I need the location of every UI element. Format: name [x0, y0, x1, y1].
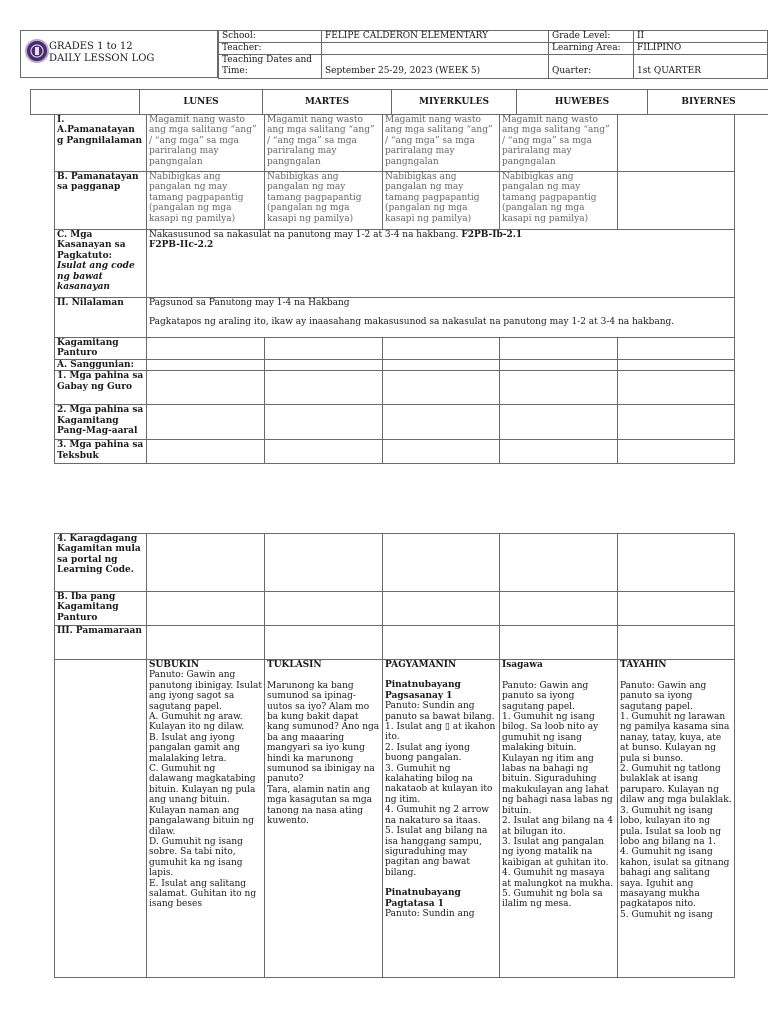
nilalaman-line-2: Pagkatapos ng araling ito, ikaw ay inaasahang makasusunod sa nakasulat na panutong may 1-2 at 3-4 na hakbang.: [149, 317, 675, 328]
row-a-cell-martes: Magamit nang wasto ang mga salitang “ang” / “ang mga” sa mga pariralang may pangngalan: [265, 115, 383, 172]
kagamitan-cell-5: [618, 338, 735, 360]
dates-label: Teaching Dates and Time:: [219, 55, 322, 79]
row-kasanayan-label: C. Mga Kasanayan sa Pagkatuto:: [57, 230, 126, 261]
row-a-cell-miyerkules: Magamit nang wasto ang mga salitang “ang” / “ang mga” sa mga pariralang may pangngalan: [383, 115, 500, 172]
karagdagan-cell-1: [147, 534, 265, 592]
pagyamanin-title: PAGYAMANIN: [385, 660, 457, 670]
karagdagan-cell-5: [618, 534, 735, 592]
kagamitang-mag-aaral-label: 2. Mga pahina sa Kagamitang Pang-Mag-aaral: [55, 405, 147, 440]
row-kasanayan-sub: Isulat ang code ng bawat kasanayan: [57, 261, 135, 293]
tuklasin-body: Marunong ka bang sumunod sa ipinag-uutos sa iyo? Alam mo ba kung bakit dapat kang sumunod? Ano nga ba ang maaaring mangyari sa iyo kung hindi ka marunong sumunod sa ibinigay na panuto? Tara, alamin natin ang mga kasagutan sa mga tanong na nasa ating kuwento.: [267, 680, 380, 827]
row-pamanatayan-label: I. A.Pamanatayan g Pangnilalaman: [55, 115, 147, 172]
iba-pa-cell-4: [500, 592, 618, 626]
pamamaraan-cell-2: [265, 626, 383, 660]
lesson-table-page1: [54, 114, 735, 464]
col-pagyamanin: [383, 660, 500, 978]
kasanayan-text: Nakasusunod sa nakasulat na panutong may 1-2 at 3-4 na hakbang.: [149, 230, 459, 240]
pamamaraan-cell-4: [500, 626, 618, 660]
iba-pa-cell-3: [383, 592, 500, 626]
mag-aaral-cell-4: [500, 405, 618, 440]
nilalaman-label: II. Nilalaman: [55, 298, 147, 338]
kasanayan-code-1: F2PB-Ib-2.1: [461, 230, 523, 240]
subukin-title: SUBUKIN: [149, 660, 200, 670]
sanggunian-cell-1: [147, 360, 265, 371]
row-b-cell-huwebes: Nabibigkas ang pangalan ng may tamang pagpapantig (pangalan ng mga kasapi ng pamilya): [500, 172, 618, 230]
teacher-value: [322, 43, 549, 55]
isagawa-title: Isagawa: [502, 660, 543, 670]
mag-aaral-cell-2: [265, 405, 383, 440]
kagamitan-cell-1: [147, 338, 265, 360]
header-info-table: [218, 30, 768, 79]
karagdagan-label: 4. Karagdagang Kagamitan mula sa portal ng Learning Code.: [55, 534, 147, 592]
col-isagawa: [500, 660, 618, 978]
col-tuklasin: [265, 660, 383, 978]
sanggunian-label: A. Sanggunian:: [55, 360, 147, 371]
grades-label: GRADES 1 to 12: [49, 41, 133, 52]
pagyamanin-sub2: Pinatnubayang Pagtatasa 1: [385, 888, 461, 909]
school-value: FELIPE CALDERON ELEMENTARY: [322, 31, 549, 43]
sanggunian-cell-4: [500, 360, 618, 371]
sanggunian-cell-3: [383, 360, 500, 371]
deped-seal-icon: [25, 39, 49, 63]
days-blank: [31, 90, 140, 115]
row-b-cell-miyerkules: Nabibigkas ang pangalan ng may tamang pagpapantig (pangalan ng mga kasapi ng pamilya): [383, 172, 500, 230]
sanggunian-cell-2: [265, 360, 383, 371]
tuklasin-title: TUKLASIN: [267, 660, 322, 670]
subukin-body: Panuto: Gawin ang panutong ibinigay. Isulat ang iyong sagot sa sagutang papel. A. Gumuhit ng araw. Kulayan ito ng dilaw. B. Isulat ang iyong pangalan gamit ang malalaking letra. C. Gumuhit ng dalawang magkatabing bituin. Kulayan ng pula ang unang bituin. Kulayan naman ang pangalawang bituin ng dilaw. D. Gumuhit ng isang sobre. Sa tabi nito, gumuhit ka ng isang lapis. E. Isulat ang salitang salamat. Guhitan ito ng isang beses: [149, 670, 262, 910]
sanggunian-cell-5: [618, 360, 735, 371]
nilalaman-line-1: Pagsunod sa Panutong may 1-4 na Hakbang: [149, 298, 350, 308]
header-logo-box: [20, 30, 218, 78]
grade-label: Grade Level:: [549, 31, 634, 43]
kasanayan-code-2: F2PB-IIc-2.2: [149, 240, 214, 251]
iba-pa-cell-5: [618, 592, 735, 626]
pamamaraan-label: III. Pamamaraan: [55, 626, 147, 660]
gabay-cell-2: [265, 371, 383, 405]
row-pagganap-label: B. Pamanatayan sa pagganap: [55, 172, 147, 230]
col-subukin: [147, 660, 265, 978]
karagdagan-cell-3: [383, 534, 500, 592]
pamamaraan-cell-3: [383, 626, 500, 660]
pagyamanin-body: Panuto: Sundin ang panuto sa bawat bilang. 1. Isulat ang ▯ at ikahon ito. 2. Isulat ang iyong buong pangalan. 3. Gumuhit ng kalahating bilog na nakataob at kulayan ito ng itim. 4. Gumuhit ng 2 arrow na nakaturo sa itaas. 5. Isulat ang bilang na isa hanggang sampu, siguraduhing may pagitan ang bawat bilang.: [385, 701, 496, 878]
area-label: Learning Area:: [549, 43, 634, 55]
day-huwebes: HUWEBES: [517, 90, 648, 115]
gabay-cell-5: [618, 371, 735, 405]
pamamaraan-cell-1: [147, 626, 265, 660]
row-a-cell-huwebes: Magamit nang wasto ang mga salitang “ang” / “ang mga” sa mga pariralang may pangngalan: [500, 115, 618, 172]
nilalaman-content: [147, 298, 735, 338]
row-kasanayan-label-cell: [55, 230, 147, 298]
gabay-cell-3: [383, 371, 500, 405]
gabay-label: 1. Mga pahina sa Gabay ng Guro: [55, 371, 147, 405]
row-b-cell-lunes: Nabibigkas ang pangalan ng may tamang pagpapantig (pangalan ng mga kasapi ng pamilya): [147, 172, 265, 230]
row-a-cell-biyernes: [618, 115, 735, 172]
teksbuk-cell-3: [383, 440, 500, 464]
teacher-label: Teacher:: [219, 43, 322, 55]
mag-aaral-cell-3: [383, 405, 500, 440]
gabay-cell-4: [500, 371, 618, 405]
row-b-cell-martes: Nabibigkas ang pangalan ng may tamang pagpapantig (pangalan ng mga kasapi ng pamilya): [265, 172, 383, 230]
day-martes: MARTES: [263, 90, 392, 115]
teksbuk-label: 3. Mga pahina sa Teksbuk: [55, 440, 147, 464]
quarter-value: 1st QUARTER: [634, 55, 768, 79]
karagdagan-cell-4: [500, 534, 618, 592]
kagamitan-cell-3: [383, 338, 500, 360]
isagawa-body: Panuto: Gawin ang panuto sa iyong sagutang papel. 1. Gumuhit ng isang bilog. Sa loob nito ay gumuhit ng isang malaking bituin. Kulayan ng itim ang labas na bahagi ng bituin. Siguraduhing makukulayan ang lahat ng bahagi nasa labas ng bituin. 2. Isulat ang bilang na 4 at bilugan ito. 3. Isulat ang pangalan ng iyong matalik na kaibigan at guhitan ito. 4. Gumuhit ng masaya at malungkot na mukha. 5. Gumuhit ng bola sa ilalim ng mesa.: [502, 680, 614, 910]
row-a-cell-lunes: Magamit nang wasto ang mga salitang “ang” / “ang mga” sa mga pariralang may pangngalan: [147, 115, 265, 172]
day-lunes: LUNES: [140, 90, 263, 115]
kagamitan-label: Kagamitang Panturo: [55, 338, 147, 360]
kagamitan-cell-2: [265, 338, 383, 360]
gabay-cell-1: [147, 371, 265, 405]
teksbuk-cell-1: [147, 440, 265, 464]
row-kasanayan-content: [147, 230, 735, 298]
iba-pa-cell-2: [265, 592, 383, 626]
mag-aaral-cell-5: [618, 405, 735, 440]
row-b-cell-biyernes: [618, 172, 735, 230]
log-title: DAILY LESSON LOG: [49, 53, 155, 64]
day-miyerkules: MIYERKULES: [392, 90, 517, 115]
teksbuk-cell-5: [618, 440, 735, 464]
procedures-label-blank: [55, 660, 147, 978]
area-value: FILIPINO: [634, 43, 768, 55]
mag-aaral-cell-1: [147, 405, 265, 440]
iba-pa-label: B. Iba pang Kagamitang Panturo: [55, 592, 147, 626]
karagdagan-cell-2: [265, 534, 383, 592]
kagamitan-cell-4: [500, 338, 618, 360]
col-tayahin: [618, 660, 735, 978]
dates-value: September 25-29, 2023 (WEEK 5): [322, 55, 549, 79]
iba-pa-cell-1: [147, 592, 265, 626]
tayahin-body: Panuto: Gawin ang panuto sa iyong sagutang papel. 1. Gumuhit ng larawan ng pamilya kasama sina nanay, tatay, kuya, ate at bunso. Kulayan ng pula si bunso. 2. Gumuhit ng tatlong bulaklak at isang paruparo. Kulayan ng dilaw ang mga bulaklak. 3. Gumuhit ng isang lobo, kulayan ito ng pula. Isulat sa loob ng lobo ang bilang na 1. 4. Gumuhit ng isang kahon, isulat sa gitnang bahagi ang salitang saya. Iguhit ang masayang mukha pagkatapos nito. 5. Gumuhit ng isang: [620, 680, 732, 920]
teksbuk-cell-2: [265, 440, 383, 464]
quarter-label: Quarter:: [549, 55, 634, 79]
day-biyernes: BIYERNES: [648, 90, 768, 115]
pagyamanin-body2: Panuto: Sundin ang: [385, 908, 475, 919]
pamamaraan-cell-5: [618, 626, 735, 660]
grade-value: II: [634, 31, 768, 43]
teksbuk-cell-4: [500, 440, 618, 464]
pagyamanin-sub1: Pinatnubayang Pagsasanay 1: [385, 680, 461, 701]
tayahin-title: TAYAHIN: [620, 660, 667, 670]
lesson-table-page2: [54, 533, 735, 978]
days-row: [30, 89, 768, 115]
school-label: School:: [219, 31, 322, 43]
